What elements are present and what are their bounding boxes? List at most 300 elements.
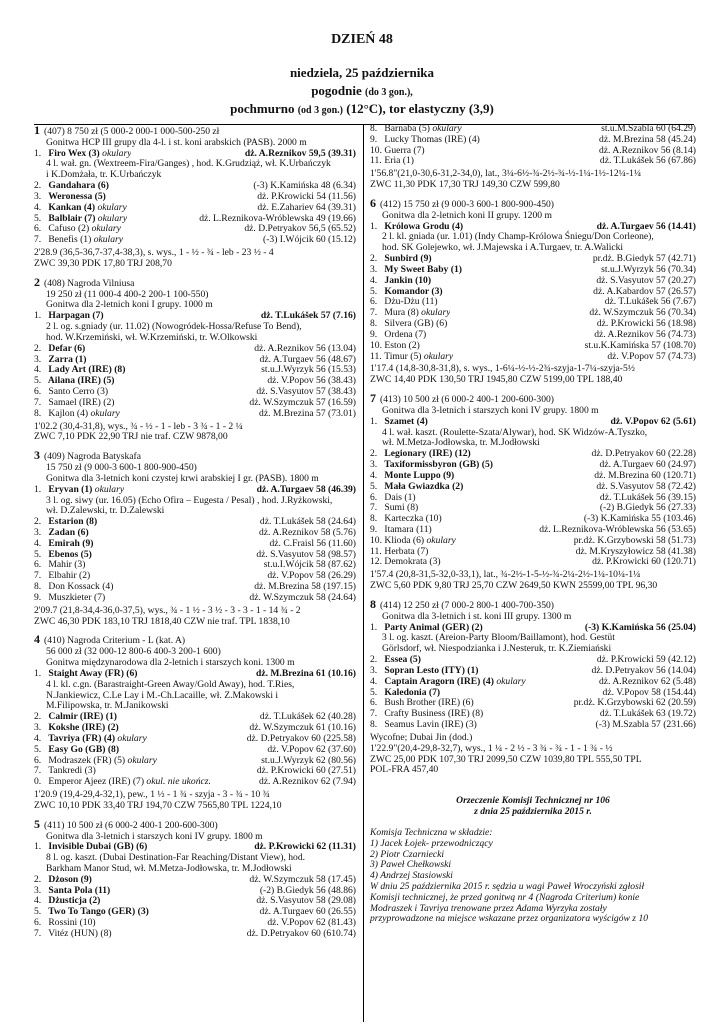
finish-position: 3.	[370, 264, 378, 275]
finish-position: 9.	[370, 329, 378, 340]
finish-position: 5.	[34, 907, 42, 918]
jockey-weight-odds: (-3) M.Szabla 57 (231.66)	[595, 719, 696, 731]
finish-position: 4.	[34, 202, 42, 213]
race-title: (408) Nagroda Vilniusa	[44, 277, 135, 289]
finish-position: 4.	[370, 676, 378, 687]
result-line: ZWC 7,10 PDK 22,90 TRJ nie traf. CZW 9878,00	[34, 431, 228, 443]
finish-position: 11.	[370, 351, 382, 362]
horse-note: okulary	[92, 484, 125, 495]
horse-name: Invisible Dubai (GB) (6)	[46, 842, 148, 853]
result-line: ZWC 10,10 PDK 33,40 TRJ 194,70 CZW 7565,80 TPL 1224,10	[34, 799, 282, 811]
runner-row	[370, 720, 696, 731]
jockey-weight-odds: dż. V.Popov 58 (154.44)	[602, 686, 696, 698]
horse-cell	[34, 235, 123, 246]
finish-position: 10.	[370, 535, 382, 546]
race-conditions: Gonitwa HCP III grupy dla 4-l. i st. koni arabskich (PASB). 2000 m	[46, 136, 307, 148]
horse-name: Tavriya (FR) (4)	[46, 733, 116, 744]
horse-name: Party Animal (GER) (2)	[382, 622, 483, 633]
jockey-weight-odds: dż. V.Popov 57 (74.73)	[607, 350, 696, 362]
jockey-weight-odds: dż. M.Brezina 60 (120.71)	[594, 469, 696, 481]
horse-cell	[34, 485, 124, 496]
horse-cell	[370, 417, 428, 428]
winner-pedigree: 8 l. og. kaszt. (Dubai Destination-Far Reaching/Distant View), hod.	[46, 852, 306, 864]
race-title: (411) 10 500 zł (6 000-2 400-1 200-600-300)	[44, 819, 218, 831]
finish-position: 1.	[34, 842, 42, 853]
horse-name: Demokrata (3)	[382, 557, 441, 568]
horse-cell	[34, 907, 149, 918]
horse-cell	[34, 712, 117, 723]
race-header	[34, 818, 356, 832]
race-1	[34, 124, 356, 270]
horse-cell	[370, 698, 474, 709]
jockey-weight-odds: st.u.J.Wyrzyk 56 (70.34)	[601, 263, 696, 275]
jockey-weight-odds: dż. A.Reznikov 56 (74.73)	[594, 328, 696, 340]
winner-pedigree: Görlsdorf, wł. Niespodzianka i J.Nesteruk, tr. K.Ziemiański	[382, 643, 612, 655]
race-title: (409) Nagroda Batyskafa	[44, 451, 141, 463]
horse-name: Gandahara (6)	[46, 181, 109, 192]
finish-position: 8.	[370, 124, 378, 134]
horse-name: Mura (8)	[382, 308, 419, 319]
right-column	[370, 124, 696, 925]
race-conditions: Gonitwa dla 3-letnich i st. koni III grupy. 1300 m	[382, 610, 572, 622]
horse-name: Zadan (6)	[46, 527, 89, 538]
jockey-weight-odds: dż. A.Reznikov 56 (13.04)	[254, 342, 356, 354]
horse-name: Santo Cerro (3)	[46, 387, 109, 398]
jockey-weight-odds: pr.dż. K.Grzybowski 58 (51.73)	[573, 534, 696, 546]
jockey-weight-odds: (-3) K.Kamińska 56 (25.04)	[584, 621, 696, 633]
finish-position: 5.	[34, 376, 42, 387]
horse-name: Timur (5)	[382, 351, 422, 362]
race-number: 6	[370, 195, 376, 210]
runner-row	[370, 352, 696, 363]
horse-cell	[370, 287, 443, 298]
jockey-weight-odds: dż. W.Szymczuk 58 (17.45)	[249, 873, 356, 885]
weather-line-2: pochmurno (od 3 gon.) (12°C), tor elastyczny (3,9)	[230, 100, 494, 116]
horse-name: Muszkieter (7)	[46, 592, 106, 603]
horse-name: Kaledonia (7)	[382, 687, 441, 698]
jockey-weight-odds: dż. A.Turgaev 56 (14.41)	[596, 220, 696, 232]
jockey-weight-odds: dż. S.Vasyutov 58 (29.08)	[256, 895, 356, 907]
result-line: 1'17.4 (14,8-30,8-31,8), s. wys., 1-6¼-½-½-2¾-szyja-1-7¼-szyja-5½	[370, 363, 635, 375]
horse-cell	[370, 482, 463, 493]
finish-position: 7.	[34, 766, 42, 777]
finish-position: 8.	[370, 319, 378, 330]
finish-position: 4.	[370, 275, 378, 286]
runner-row	[370, 341, 696, 352]
finish-position: 8.	[370, 514, 378, 525]
jockey-weight-odds: dż. A.Reznikov 56 (8.14)	[599, 144, 696, 156]
left-column	[34, 124, 356, 946]
finish-position: 8.	[370, 720, 378, 731]
result-line: 1'20.9 (19,4-29,4-32,1), pew., 1 ½ - 1 ¾ - szyja - 3 - ¾ - 10 ¾	[34, 789, 270, 801]
runner-row	[34, 777, 356, 788]
jockey-weight-odds: dż. T.Lukášek 62 (40.28)	[259, 711, 356, 723]
horse-name: Kankan (4)	[46, 202, 96, 213]
runner-row	[370, 557, 696, 568]
finish-position: 5.	[34, 549, 42, 560]
horse-name: Dżusticja (2)	[46, 896, 101, 907]
horse-cell	[370, 688, 440, 699]
winner-pedigree: 4 l. kl. c.gn. (Barastraight-Green Away/Gold Away), hod. T.Ries,	[46, 678, 295, 690]
race-number: 2	[34, 274, 40, 289]
winner-pedigree: 2 l. og. s.gniady (ur. 11.02) (Nowogródek-Hossa/Refuse To Bend),	[46, 321, 302, 333]
horse-name: Crafty Business (IRE) (8)	[382, 709, 484, 720]
horse-name: Monte Luppo (9)	[382, 470, 455, 481]
race-conditions: Gonitwa dla 3-letnich i starszych koni IV grupy. 1800 m	[382, 404, 599, 416]
horse-note: okulary	[421, 351, 454, 362]
horse-cell	[370, 297, 438, 308]
horse-cell	[370, 276, 431, 287]
race-number: 4	[34, 632, 40, 647]
winner-pedigree: Barkham Manor Stud, wł. M.Metza-Jodłowska, tr. M.Jodłowski	[46, 863, 292, 874]
horse-cell	[370, 709, 483, 720]
finish-position: 3.	[34, 885, 42, 896]
horse-name: Tankredi (3)	[46, 766, 96, 777]
race-result	[370, 169, 696, 191]
jockey-weight-odds: dż. D.Petryakov 56 (14.04)	[591, 664, 696, 676]
jockey-weight-odds: dż. D.Petryakov 60 (22.28)	[591, 448, 696, 460]
horse-cell	[370, 525, 432, 536]
horse-cell	[370, 352, 453, 363]
horse-name: Seamus Lavin (IRE) (3)	[382, 720, 477, 731]
winner-pedigree: wł. M.Metza-Jodłowska, tr. M.Jodłowski	[382, 437, 540, 449]
horse-name: Harpagan (7)	[46, 311, 104, 322]
runner-row	[370, 482, 696, 493]
horse-name: Easy Go (GB) (8)	[46, 744, 120, 755]
finish-position: 7.	[34, 928, 42, 939]
horse-name: Klioda (6)	[382, 535, 425, 546]
horse-name: Ordena (7)	[382, 329, 427, 340]
finish-position: 7.	[370, 709, 378, 720]
horse-name: Firo Wex (3)	[46, 148, 100, 159]
horse-cell	[370, 720, 477, 731]
horse-name: Estarion (8)	[46, 517, 98, 528]
result-line: 1'56.8"(21,0-30,6-31,2-34,0), lat., 3¼-6½-¾-2½-¾-½-1¼-1½-12¼-1¼	[370, 168, 642, 180]
jockey-weight-odds: dż. S.Vasyutov 58 (72.42)	[596, 480, 696, 492]
finish-position: 1.	[34, 311, 42, 322]
finish-position: 11.	[370, 546, 382, 557]
horse-cell	[34, 886, 110, 897]
commission-line: Komisja Techniczna w składzie:	[370, 826, 493, 838]
horse-note: okul. nie ukończ.	[144, 777, 211, 788]
finish-position: 6.	[34, 560, 42, 571]
race-4	[34, 633, 356, 811]
horse-note: okulary	[89, 224, 121, 235]
jockey-weight-odds: dż. P.Krowicki 62 (11.31)	[254, 841, 356, 853]
horse-name: Don Kossack (4)	[46, 582, 114, 593]
horse-name: Zarra (1)	[46, 354, 87, 365]
runner-row	[370, 156, 696, 167]
commission-title: Orzeczenie Komisji Technicznej nr 106	[456, 795, 610, 807]
jockey-weight-odds: dż. A.Turgaev 56 (48.67)	[259, 353, 356, 365]
jockey-weight-odds: st.u.K.Kamińska 57 (108.70)	[584, 339, 696, 351]
jockey-weight-odds: dż. P.Krowicki 54 (11.56)	[257, 190, 356, 202]
finish-position: 6.	[370, 492, 378, 503]
winner-pedigree: 3 l. og. kaszt. (Areion-Party Bloom/Baillamont), hod. Gestüt	[382, 632, 615, 644]
jockey-weight-odds: dż. E.Zahariev 64 (39.31)	[257, 201, 356, 213]
horse-cell	[370, 156, 414, 167]
jockey-weight-odds: dż. T.Lukášek 57 (7.16)	[260, 310, 356, 322]
result-line: ZWC 5,60 PDK 9,80 TRJ 25,70 CZW 2649,50 KWN 25599,00 TPL 96,30	[370, 580, 658, 592]
jockey-weight-odds: dż. A.Reznikov 59,5 (39.31)	[244, 147, 356, 159]
jockey-weight-odds: pr.dż. B.Giedyk 57 (42.71)	[592, 253, 696, 265]
winner-row	[370, 417, 696, 428]
jockey-weight-odds: st.u.J.Wyrzyk 56 (15.53)	[261, 364, 356, 376]
jockey-weight-odds: dż. W.Szymczuk 57 (16.59)	[249, 396, 356, 408]
finish-position: 5.	[370, 481, 378, 492]
finish-position: 2.	[34, 181, 42, 192]
race-result	[370, 364, 696, 386]
race-7	[370, 392, 696, 592]
result-line: ZWC 14,40 PDK 130,50 TRJ 1945,80 CZW 5199,00 TPL 188,40	[370, 374, 623, 386]
horse-name: Kajlon (4)	[46, 408, 89, 419]
finish-position: 6.	[34, 224, 42, 235]
finish-position: 6.	[370, 698, 378, 709]
race-conditions: Gonitwa dla 2-letnich koni I grupy. 1000 m	[46, 299, 213, 311]
horse-cell	[370, 493, 416, 504]
horse-name: Lady Art (IRE) (8)	[46, 365, 126, 376]
jockey-weight-odds: (-2) B.Giedyk 56 (48.86)	[259, 884, 356, 896]
jockey-weight-odds: st.u.I.Wójcik 58 (87.62)	[263, 559, 356, 571]
jockey-weight-odds: dż. L.Reznikova-Wróblewska 56 (53.65)	[539, 523, 696, 535]
finish-position: 6.	[34, 755, 42, 766]
result-line: 2'09.7 (21,8-34,4-36,0-37,5), wys., ¾ - 1 ½ - 3 ½ - 3 - 3 - 1 - 14 ¾ - 2	[34, 604, 301, 616]
horse-cell	[34, 398, 114, 409]
horse-name: Taxiformissbyron (GB) (5)	[382, 460, 493, 471]
horse-cell	[370, 308, 450, 319]
race-conditions: 15 750 zł (9 000-3 600-1 800-900-450)	[46, 462, 197, 474]
jockey-weight-odds: (-3) I.Wójcik 60 (15.12)	[263, 234, 356, 246]
horse-name: Captain Aragorn (IRE) (4)	[382, 676, 494, 687]
jockey-weight-odds: dż. D.Petryakov 60 (225.58)	[246, 732, 356, 744]
race-title: (410) Nagroda Criterium - L (kat. A)	[44, 635, 186, 647]
horse-name: Dais (1)	[382, 492, 416, 503]
finish-position: 3.	[370, 460, 378, 471]
race-conditions: Gonitwa dla 3-letnich koni czystej krwi arabskiej I gr. (PASB). 1800 m	[46, 472, 319, 484]
finish-position: 6.	[34, 387, 42, 398]
horse-name: Vitéz (HUN) (8)	[46, 928, 112, 939]
race-number: 3	[34, 448, 40, 463]
horse-name: Emirah (9)	[46, 538, 94, 549]
result-line: POL-FRA 457,40	[370, 764, 439, 776]
finish-position: 9.	[34, 592, 42, 603]
horse-cell	[34, 896, 100, 907]
race-header	[370, 392, 696, 406]
horse-cell	[370, 135, 480, 146]
finish-position: 1.	[34, 148, 42, 159]
finish-position: 3.	[34, 354, 42, 365]
day-heading: DZIEŃ 48	[331, 32, 393, 47]
finish-position: 4.	[34, 365, 42, 376]
jockey-weight-odds: dż. T.Lukášek 58 (24.64)	[259, 516, 356, 528]
finish-position: 10.	[370, 145, 382, 156]
finish-position: 9.	[370, 134, 378, 145]
horse-cell	[34, 723, 119, 734]
horse-note: okulary	[115, 733, 147, 744]
horse-name: Kokshe (IRE) (2)	[46, 723, 119, 734]
horse-name: Guerra (7)	[382, 145, 425, 156]
horse-name: Jankin (10)	[382, 275, 432, 286]
horse-cell	[370, 503, 418, 514]
horse-name: Mahir (3)	[46, 560, 86, 571]
finish-position: 0.	[34, 777, 42, 788]
jockey-weight-odds: dż. D.Petryakov 60 (610.74)	[246, 927, 356, 939]
runner-row	[34, 235, 356, 246]
horse-name: Sumi (8)	[382, 503, 419, 514]
horse-name: Defar (6)	[46, 343, 86, 354]
horse-name: Santa Pola (11)	[46, 885, 111, 896]
finish-position: 3.	[370, 665, 378, 676]
horse-cell	[34, 734, 147, 745]
horse-cell	[370, 666, 478, 677]
race-title: (412) 15 750 zł (9 000-3 600-1 800-900-450)	[380, 198, 554, 210]
horse-name: Sopran Lesto (ITY) (1)	[382, 665, 479, 676]
jockey-weight-odds: (-3) K.Kamińska 55 (103.46)	[583, 513, 696, 525]
result-line: 1'57.4 (20,8-31,5-32,0-33,1), lat., ¾-2½-1-5-½-¾-2¼-2½-1¼-10¼-1¼	[370, 569, 641, 581]
race-2	[34, 276, 356, 443]
horse-cell	[34, 409, 120, 420]
horse-note: okulary	[95, 202, 127, 213]
finish-position: 6.	[34, 918, 42, 929]
date-weather-heading	[0, 64, 724, 118]
finish-position: 9.	[370, 524, 378, 535]
jockey-weight-odds: dż. V.Popov 62 (37.60)	[267, 743, 356, 755]
finish-position: 3.	[34, 527, 42, 538]
jockey-weight-odds: dż. P.Krowicki 56 (18.98)	[596, 318, 696, 330]
jockey-weight-odds: dż. L.Reznikova-Wróblewska 49 (19.66)	[199, 212, 356, 224]
race-5	[34, 818, 356, 940]
horse-cell	[34, 376, 115, 387]
horse-cell	[34, 344, 85, 355]
finish-position: 4.	[34, 896, 42, 907]
horse-name: Cafuso (2)	[46, 224, 90, 235]
finish-position: 5.	[370, 286, 378, 297]
jockey-weight-odds: st.u.M.Szabla 60 (64.29)	[601, 123, 696, 134]
finish-position: 3.	[34, 191, 42, 202]
result-line: ZWC 11,30 PDK 17,30 TRJ 149,30 CZW 599,80	[370, 179, 560, 191]
winner-pedigree: 4 l. wał. kaszt. (Roulette-Szata/Alywar), hod. SK Widzów-A.Tyszko,	[382, 426, 648, 438]
horse-name: Staight Away (FR) (6)	[46, 668, 138, 679]
commission-line: 3) Paweł Chełkowski	[370, 859, 451, 871]
jockey-weight-odds: dż. W.Szymczuk 61 (10.16)	[249, 722, 356, 734]
race-number: 1	[34, 123, 40, 137]
winner-pedigree: 4 l. wał. gn. (Wextreem-Fira/Ganges) , hod. K.Grudziąż, wł. K.Urbańczyk	[46, 158, 331, 170]
finish-position: 10.	[370, 340, 382, 351]
jockey-weight-odds: dż. A.Kabardov 57 (26.57)	[593, 285, 696, 297]
horse-cell	[370, 124, 462, 135]
horse-name: Benefis (1)	[46, 235, 92, 246]
horse-name: Balblair (7)	[46, 213, 96, 224]
runner-row	[34, 344, 356, 355]
finish-position: 3.	[34, 723, 42, 734]
race-6	[370, 197, 696, 386]
finish-position: 5.	[34, 744, 42, 755]
horse-cell	[370, 330, 426, 341]
horse-cell	[34, 224, 121, 235]
race-title: (413) 10 500 zł (6 000-2 400-1 200-600-300)	[380, 394, 554, 406]
horse-cell	[34, 365, 125, 376]
finish-position: 7.	[370, 503, 378, 514]
horse-cell	[370, 677, 526, 688]
horse-cell	[34, 918, 96, 929]
race-header	[34, 276, 356, 290]
winner-pedigree: hod. SK Golejewko, wł. J.Majewska i A.Turgaev, tr. A.Walicki	[382, 242, 624, 254]
jockey-weight-odds: dż. M.Brezina 57 (73.01)	[259, 407, 356, 419]
finish-position: 2.	[34, 874, 42, 885]
jockey-weight-odds: (-3) K.Kamińska 48 (6.34)	[253, 180, 356, 192]
finish-position: 7.	[34, 397, 42, 408]
horse-name: Elbahir (2)	[46, 571, 91, 582]
horse-name: Two To Tango (GER) (3)	[46, 907, 149, 918]
horse-cell	[34, 214, 127, 225]
commission-date: z dnia 25 października 2015 r.	[474, 806, 592, 818]
horse-cell	[34, 528, 89, 539]
horse-name: Eryvan (1)	[46, 484, 93, 495]
race-title: (407) 8 750 zł (5 000-2 000-1 000-500-250 zł	[44, 126, 220, 137]
jockey-weight-odds: dż. M.Kryszyłowicz 58 (41.38)	[575, 545, 696, 557]
horse-name: Silvera (GB) (6)	[382, 319, 448, 330]
horse-cell	[34, 203, 127, 214]
horse-cell	[370, 557, 441, 568]
horse-cell	[34, 582, 113, 593]
horse-cell	[34, 192, 106, 203]
horse-name: Legionary (IRE) (12)	[382, 449, 471, 460]
horse-name: Emperor Ajeez (IRE) (7)	[46, 777, 145, 788]
result-line: ZWC 25,00 PDK 107,30 TRJ 2099,50 CZW 1039,80 TPL 555,50 TPL	[370, 753, 642, 765]
jockey-weight-odds: dż. M.Brezina 58 (45.24)	[599, 133, 696, 145]
horse-note: okulary	[493, 676, 526, 687]
finish-position: 11.	[370, 156, 382, 167]
race-result	[370, 733, 696, 776]
jockey-weight-odds: dż. V.Popov 58 (26.29)	[267, 570, 356, 582]
runner-row	[34, 929, 356, 940]
horse-cell	[34, 550, 92, 561]
finish-position: 1.	[34, 668, 42, 679]
horse-cell	[370, 471, 454, 482]
finish-position: 2.	[370, 655, 378, 666]
finish-position: 2.	[34, 517, 42, 528]
finish-position: 1.	[370, 622, 378, 633]
winner-pedigree: M.Filipowska, tr. M.Janikowski	[46, 700, 169, 712]
horse-note: okulary	[424, 535, 456, 546]
runner-row	[34, 745, 356, 756]
winner-pedigree: 3 l. og. siwy (ur. 16.05) (Echo Ofira – Eugesta / Pesal) , hod. J.Ryżkowski,	[46, 494, 333, 506]
horse-cell	[370, 254, 432, 265]
race-result	[34, 606, 356, 628]
horse-cell	[370, 655, 421, 666]
horse-name: Bush Brother (IRE) (6)	[382, 698, 474, 709]
horse-cell	[370, 146, 425, 157]
horse-note: okulary	[99, 148, 132, 159]
jockey-weight-odds: dż. V.Popov 62 (81.43)	[267, 917, 356, 929]
race-number: 5	[34, 816, 40, 831]
jockey-weight-odds: dż. C.Fraisl 56 (11.60)	[269, 537, 356, 549]
race-conditions: 56 000 zł (32 000-12 800-6 400-3 200-1 600)	[46, 646, 221, 658]
jockey-weight-odds: dż. S.Vasyutov 57 (20.27)	[596, 274, 696, 286]
jockey-weight-odds: dż. A.Turgaev 58 (46.39)	[256, 483, 356, 495]
jockey-weight-odds: dż. A.Reznikov 58 (5.76)	[259, 526, 356, 538]
horse-cell	[370, 460, 493, 471]
horse-name: Ebenos (5)	[46, 549, 92, 560]
winner-pedigree: N.Jankiewicz, C.Le Lay i M.-Ch.Lacaille, wł. Z.Makowski i	[46, 689, 279, 701]
runner-row	[370, 677, 696, 688]
jockey-weight-odds: dż. A.Turgaev 60 (24.97)	[599, 459, 696, 471]
race-conditions: Gonitwa międzynarodowa dla 2-letnich i starszych koni. 1300 m	[46, 657, 295, 669]
horse-cell	[34, 355, 87, 366]
jockey-weight-odds: dż. P.Krowicki 60 (120.71)	[592, 556, 696, 568]
race-header	[34, 449, 356, 463]
jockey-weight-odds: dż. A.Reznikov 62 (5.48)	[599, 675, 696, 687]
